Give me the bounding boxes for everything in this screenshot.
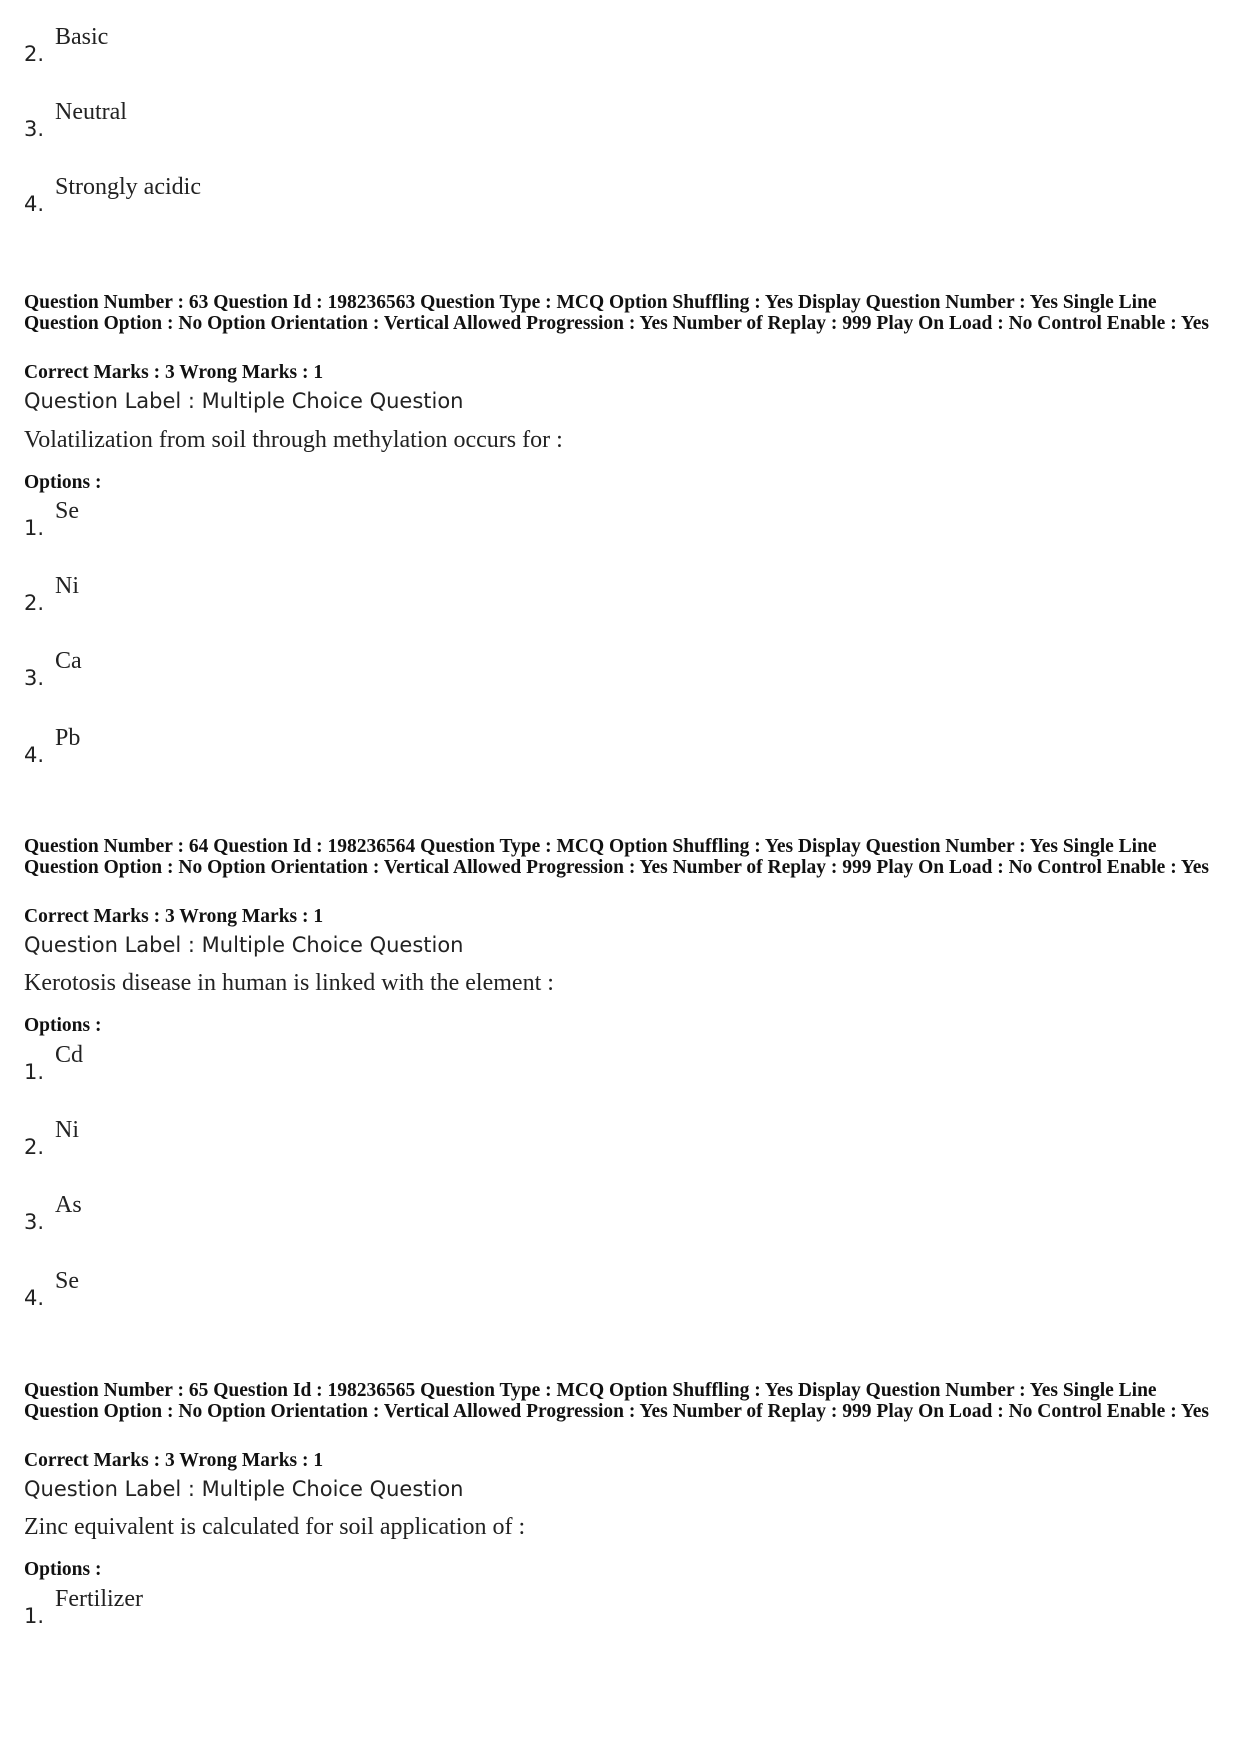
option-number: 4. [24, 192, 45, 216]
option-item [24, 498, 624, 538]
question-meta: Question Number : 63 Question Id : 198236563 Question Type : MCQ Option Shuffling : Yes Display Question Number : Yes Single Line Question Option : No Option Orientation : Vertical Allowed Progression : Yes Number of Replay : 999 Play On Load : No Control Enable : Yes [24, 292, 1210, 334]
question-label: Question Label : Multiple Choice Question [24, 389, 464, 413]
option-item [24, 99, 624, 139]
option-text: Neutral [55, 99, 127, 125]
option-item [24, 1586, 624, 1626]
question-text: Kerotosis disease in human is linked with the element : [24, 970, 554, 996]
option-number: 1. [24, 516, 45, 540]
option-text: Se [55, 1268, 79, 1294]
question-label: Question Label : Multiple Choice Question [24, 1477, 464, 1501]
option-number: 2. [24, 1135, 45, 1159]
options-label: Options : [24, 1559, 102, 1580]
question-meta: Question Number : 65 Question Id : 198236565 Question Type : MCQ Option Shuffling : Yes Display Question Number : Yes Single Line Question Option : No Option Orientation : Vertical Allowed Progression : Yes Number of Replay : 999 Play On Load : No Control Enable : Yes [24, 1380, 1210, 1422]
option-number: 1. [24, 1604, 45, 1628]
option-text: Ni [55, 573, 79, 599]
option-text: Ni [55, 1117, 79, 1143]
question-label: Question Label : Multiple Choice Question [24, 933, 464, 957]
option-number: 2. [24, 591, 45, 615]
question-marks: Correct Marks : 3 Wrong Marks : 1 [24, 1450, 324, 1471]
option-number: 3. [24, 666, 45, 690]
option-item [24, 648, 624, 688]
option-item [24, 174, 624, 214]
option-item [24, 573, 624, 613]
option-number: 3. [24, 117, 45, 141]
option-item [24, 1117, 624, 1157]
question-marks: Correct Marks : 3 Wrong Marks : 1 [24, 906, 324, 927]
option-text: Cd [55, 1042, 84, 1068]
option-text: Basic [55, 24, 109, 50]
question-marks: Correct Marks : 3 Wrong Marks : 1 [24, 362, 324, 383]
option-item [24, 24, 624, 64]
option-item [24, 725, 624, 765]
option-text: Strongly acidic [55, 174, 201, 200]
question-text: Volatilization from soil through methylation occurs for : [24, 427, 563, 453]
option-text: As [55, 1192, 82, 1218]
option-item [24, 1268, 624, 1308]
option-number: 3. [24, 1210, 45, 1234]
option-text: Se [55, 498, 79, 524]
option-text: Pb [55, 725, 81, 751]
option-item [24, 1192, 624, 1232]
option-number: 1. [24, 1060, 45, 1084]
option-number: 2. [24, 42, 45, 66]
options-label: Options : [24, 472, 102, 493]
options-label: Options : [24, 1015, 102, 1036]
option-text: Ca [55, 648, 82, 674]
option-text: Fertilizer [55, 1586, 143, 1612]
question-meta: Question Number : 64 Question Id : 198236564 Question Type : MCQ Option Shuffling : Yes Display Question Number : Yes Single Line Question Option : No Option Orientation : Vertical Allowed Progression : Yes Number of Replay : 999 Play On Load : No Control Enable : Yes [24, 836, 1210, 878]
option-number: 4. [24, 743, 45, 767]
option-item [24, 1042, 624, 1082]
question-text: Zinc equivalent is calculated for soil application of : [24, 1514, 526, 1540]
option-number: 4. [24, 1286, 45, 1310]
